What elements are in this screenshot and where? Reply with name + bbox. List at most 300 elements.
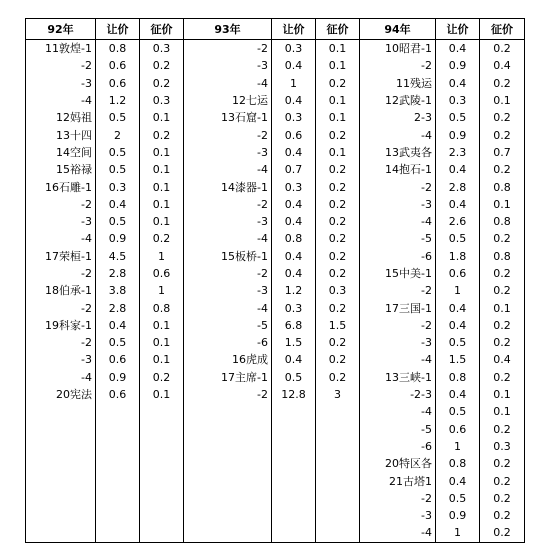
cell-zheng-price: 0.2 xyxy=(480,265,525,282)
cell-stamp-92: -3 xyxy=(26,213,96,230)
table-row xyxy=(26,75,525,92)
header-rang-price: 让价 xyxy=(436,19,480,40)
cell-zheng-price: 0.1 xyxy=(316,40,360,58)
cell-zheng-price: 0.1 xyxy=(140,144,184,161)
cell-stamp-92: -3 xyxy=(26,75,96,92)
cell-rang-price xyxy=(96,421,140,438)
cell-stamp-93: -2 xyxy=(184,196,272,213)
cell-zheng-price: 0.2 xyxy=(480,421,525,438)
cell-stamp-94: -3 xyxy=(360,334,436,351)
cell-rang-price xyxy=(96,524,140,542)
cell-zheng-price: 0.1 xyxy=(140,213,184,230)
cell-stamp-93 xyxy=(184,524,272,542)
cell-zheng-price: 0.2 xyxy=(316,248,360,265)
cell-stamp-94: 20特区各 xyxy=(360,455,436,472)
table-row xyxy=(26,438,525,455)
cell-rang-price: 0.4 xyxy=(272,351,316,368)
cell-stamp-93: 14漆器-1 xyxy=(184,178,272,195)
cell-stamp-93: -4 xyxy=(184,161,272,178)
cell-zheng-price: 0.1 xyxy=(316,92,360,109)
cell-stamp-93: -3 xyxy=(184,144,272,161)
cell-stamp-93 xyxy=(184,421,272,438)
cell-rang-price: 0.6 xyxy=(96,57,140,74)
table-row xyxy=(26,421,525,438)
cell-stamp-94: -2 xyxy=(360,317,436,334)
cell-zheng-price xyxy=(140,507,184,524)
cell-rang-price: 0.5 xyxy=(96,109,140,126)
cell-stamp-93: -3 xyxy=(184,57,272,74)
table-row xyxy=(26,282,525,299)
cell-rang-price: 0.5 xyxy=(96,161,140,178)
table-row xyxy=(26,230,525,247)
header-rang-price: 让价 xyxy=(272,19,316,40)
cell-rang-price xyxy=(96,472,140,489)
cell-stamp-92: 14空间 xyxy=(26,144,96,161)
cell-zheng-price: 0.2 xyxy=(480,472,525,489)
cell-rang-price xyxy=(96,490,140,507)
cell-rang-price: 0.8 xyxy=(436,455,480,472)
cell-zheng-price: 0.6 xyxy=(140,265,184,282)
cell-rang-price: 0.4 xyxy=(436,161,480,178)
cell-stamp-93: -2 xyxy=(184,386,272,403)
cell-stamp-93: 16虎成 xyxy=(184,351,272,368)
cell-rang-price: 1 xyxy=(436,524,480,542)
cell-zheng-price: 0.1 xyxy=(140,109,184,126)
cell-zheng-price: 0.1 xyxy=(316,144,360,161)
cell-rang-price: 0.9 xyxy=(436,507,480,524)
cell-rang-price: 0.4 xyxy=(436,75,480,92)
cell-zheng-price: 0.3 xyxy=(140,92,184,109)
cell-rang-price: 0.3 xyxy=(272,40,316,58)
cell-zheng-price xyxy=(316,421,360,438)
cell-rang-price: 2 xyxy=(96,126,140,143)
cell-rang-price xyxy=(272,455,316,472)
cell-stamp-94: 17三国-1 xyxy=(360,299,436,316)
cell-rang-price: 0.4 xyxy=(436,196,480,213)
cell-zheng-price: 0.1 xyxy=(480,386,525,403)
cell-rang-price: 0.4 xyxy=(96,317,140,334)
cell-rang-price xyxy=(272,421,316,438)
cell-stamp-92: -3 xyxy=(26,351,96,368)
cell-stamp-94: -3 xyxy=(360,507,436,524)
cell-rang-price xyxy=(96,438,140,455)
table-row xyxy=(26,524,525,542)
cell-zheng-price: 0.2 xyxy=(480,369,525,386)
cell-stamp-94: -4 xyxy=(360,351,436,368)
cell-rang-price: 0.6 xyxy=(272,126,316,143)
cell-rang-price: 0.9 xyxy=(96,230,140,247)
cell-zheng-price xyxy=(316,524,360,542)
cell-rang-price: 0.6 xyxy=(436,265,480,282)
cell-stamp-93: -2 xyxy=(184,40,272,58)
cell-zheng-price: 0.2 xyxy=(316,75,360,92)
cell-stamp-93: -4 xyxy=(184,230,272,247)
cell-rang-price: 0.4 xyxy=(272,248,316,265)
cell-stamp-94: 13武夷各 xyxy=(360,144,436,161)
cell-zheng-price: 0.2 xyxy=(480,455,525,472)
cell-zheng-price: 1.5 xyxy=(316,317,360,334)
cell-zheng-price: 3 xyxy=(316,386,360,403)
cell-rang-price: 1.8 xyxy=(436,248,480,265)
cell-rang-price: 6.8 xyxy=(272,317,316,334)
cell-rang-price: 0.8 xyxy=(436,369,480,386)
cell-rang-price xyxy=(272,438,316,455)
cell-stamp-92: 15裕禄 xyxy=(26,161,96,178)
cell-stamp-93: -2 xyxy=(184,126,272,143)
cell-zheng-price: 0.2 xyxy=(480,126,525,143)
cell-stamp-94: -2 xyxy=(360,282,436,299)
header-zheng-price: 征价 xyxy=(480,19,525,40)
cell-rang-price: 0.4 xyxy=(96,196,140,213)
cell-rang-price: 0.6 xyxy=(436,421,480,438)
cell-rang-price: 0.5 xyxy=(272,369,316,386)
cell-zheng-price: 0.2 xyxy=(480,282,525,299)
cell-zheng-price: 0.2 xyxy=(316,178,360,195)
cell-rang-price: 0.5 xyxy=(436,490,480,507)
cell-rang-price: 0.5 xyxy=(436,230,480,247)
cell-rang-price: 1.5 xyxy=(436,351,480,368)
cell-zheng-price xyxy=(316,403,360,420)
table-row xyxy=(26,317,525,334)
cell-zheng-price: 0.8 xyxy=(140,299,184,316)
cell-rang-price xyxy=(272,403,316,420)
cell-rang-price: 0.4 xyxy=(436,40,480,58)
cell-stamp-94: -5 xyxy=(360,230,436,247)
cell-stamp-94: 21古塔1 xyxy=(360,472,436,489)
table-row xyxy=(26,265,525,282)
cell-stamp-93 xyxy=(184,455,272,472)
cell-stamp-92: 17荣桓-1 xyxy=(26,248,96,265)
cell-rang-price xyxy=(96,455,140,472)
cell-stamp-94: -2 xyxy=(360,57,436,74)
cell-rang-price: 0.6 xyxy=(96,75,140,92)
cell-rang-price: 1.5 xyxy=(272,334,316,351)
cell-rang-price: 3.8 xyxy=(96,282,140,299)
cell-zheng-price: 0.2 xyxy=(140,57,184,74)
cell-stamp-93 xyxy=(184,403,272,420)
cell-zheng-price: 0.3 xyxy=(316,282,360,299)
cell-rang-price: 2.6 xyxy=(436,213,480,230)
cell-zheng-price: 0.1 xyxy=(140,161,184,178)
table-row xyxy=(26,161,525,178)
table-row xyxy=(26,403,525,420)
table-row xyxy=(26,386,525,403)
cell-zheng-price: 0.2 xyxy=(480,317,525,334)
cell-rang-price: 0.5 xyxy=(436,334,480,351)
cell-zheng-price: 0.1 xyxy=(140,178,184,195)
cell-zheng-price: 0.2 xyxy=(480,230,525,247)
cell-zheng-price: 0.4 xyxy=(480,57,525,74)
cell-stamp-94: 10昭君-1 xyxy=(360,40,436,58)
cell-zheng-price: 0.1 xyxy=(316,109,360,126)
cell-rang-price xyxy=(272,472,316,489)
cell-zheng-price: 0.2 xyxy=(480,507,525,524)
cell-zheng-price: 0.1 xyxy=(480,403,525,420)
table-row xyxy=(26,472,525,489)
cell-stamp-94: -2 xyxy=(360,490,436,507)
cell-stamp-92: -2 xyxy=(26,265,96,282)
table-row xyxy=(26,126,525,143)
cell-rang-price: 2.8 xyxy=(96,299,140,316)
cell-rang-price: 0.9 xyxy=(436,57,480,74)
cell-zheng-price: 0.3 xyxy=(140,40,184,58)
table-row xyxy=(26,490,525,507)
cell-rang-price: 2.3 xyxy=(436,144,480,161)
cell-zheng-price: 0.4 xyxy=(480,351,525,368)
cell-stamp-94: -6 xyxy=(360,438,436,455)
cell-rang-price: 0.8 xyxy=(96,40,140,58)
cell-zheng-price: 0.2 xyxy=(316,351,360,368)
header-year-93: 93年 xyxy=(184,19,272,40)
header-row xyxy=(26,19,525,40)
cell-stamp-92 xyxy=(26,438,96,455)
cell-rang-price xyxy=(272,490,316,507)
cell-zheng-price: 1 xyxy=(140,282,184,299)
cell-zheng-price: 0.1 xyxy=(140,334,184,351)
cell-stamp-92 xyxy=(26,507,96,524)
cell-rang-price xyxy=(96,507,140,524)
cell-stamp-92: -2 xyxy=(26,299,96,316)
table-row xyxy=(26,196,525,213)
cell-stamp-92 xyxy=(26,490,96,507)
cell-stamp-92 xyxy=(26,472,96,489)
cell-zheng-price xyxy=(140,438,184,455)
table-row xyxy=(26,351,525,368)
cell-rang-price: 0.3 xyxy=(272,178,316,195)
cell-zheng-price: 0.2 xyxy=(480,490,525,507)
cell-rang-price: 0.9 xyxy=(96,369,140,386)
cell-zheng-price: 0.2 xyxy=(480,109,525,126)
cell-stamp-93: -4 xyxy=(184,299,272,316)
cell-stamp-93: 13石窟-1 xyxy=(184,109,272,126)
cell-zheng-price: 0.2 xyxy=(480,40,525,58)
cell-stamp-94: -4 xyxy=(360,213,436,230)
cell-stamp-92: -4 xyxy=(26,369,96,386)
cell-rang-price: 0.5 xyxy=(436,403,480,420)
cell-stamp-94: -4 xyxy=(360,403,436,420)
cell-stamp-92 xyxy=(26,403,96,420)
cell-zheng-price: 0.1 xyxy=(480,299,525,316)
cell-zheng-price: 0.1 xyxy=(316,57,360,74)
cell-stamp-92 xyxy=(26,455,96,472)
cell-stamp-92: -2 xyxy=(26,196,96,213)
cell-zheng-price: 0.2 xyxy=(140,369,184,386)
cell-zheng-price xyxy=(140,472,184,489)
cell-rang-price: 0.3 xyxy=(272,109,316,126)
cell-stamp-92: -2 xyxy=(26,57,96,74)
cell-stamp-94: -2 xyxy=(360,178,436,195)
cell-rang-price: 0.4 xyxy=(436,386,480,403)
cell-stamp-92: 20宪法 xyxy=(26,386,96,403)
table-row xyxy=(26,40,525,58)
cell-zheng-price: 0.2 xyxy=(316,334,360,351)
table-row xyxy=(26,92,525,109)
cell-zheng-price: 0.3 xyxy=(480,438,525,455)
cell-zheng-price: 0.2 xyxy=(316,230,360,247)
cell-rang-price: 0.4 xyxy=(272,92,316,109)
cell-stamp-93: 15板桥-1 xyxy=(184,248,272,265)
cell-stamp-94: -5 xyxy=(360,421,436,438)
cell-stamp-94: -3 xyxy=(360,196,436,213)
cell-zheng-price xyxy=(140,524,184,542)
cell-zheng-price: 0.1 xyxy=(140,196,184,213)
table-row xyxy=(26,109,525,126)
table-row xyxy=(26,57,525,74)
stamp-price-table xyxy=(25,18,525,543)
cell-rang-price: 0.5 xyxy=(96,213,140,230)
cell-zheng-price xyxy=(140,421,184,438)
cell-rang-price: 1 xyxy=(436,438,480,455)
cell-stamp-92 xyxy=(26,524,96,542)
cell-zheng-price xyxy=(140,490,184,507)
cell-rang-price: 0.4 xyxy=(436,472,480,489)
header-zheng-price: 征价 xyxy=(140,19,184,40)
cell-stamp-94: 2-3 xyxy=(360,109,436,126)
cell-zheng-price: 0.2 xyxy=(316,299,360,316)
cell-zheng-price: 0.8 xyxy=(480,213,525,230)
cell-zheng-price: 0.8 xyxy=(480,178,525,195)
cell-rang-price: 0.8 xyxy=(272,230,316,247)
cell-stamp-92: 12妈祖 xyxy=(26,109,96,126)
cell-stamp-93 xyxy=(184,438,272,455)
cell-zheng-price: 0.2 xyxy=(316,369,360,386)
cell-stamp-94: -2-3 xyxy=(360,386,436,403)
cell-stamp-93 xyxy=(184,507,272,524)
table-row xyxy=(26,507,525,524)
cell-rang-price: 12.8 xyxy=(272,386,316,403)
cell-rang-price: 1.2 xyxy=(96,92,140,109)
cell-stamp-94: 11残运 xyxy=(360,75,436,92)
cell-zheng-price: 0.2 xyxy=(140,75,184,92)
cell-rang-price: 0.3 xyxy=(96,178,140,195)
cell-stamp-94: 12武陵-1 xyxy=(360,92,436,109)
cell-zheng-price: 0.1 xyxy=(480,92,525,109)
cell-rang-price: 0.5 xyxy=(96,144,140,161)
cell-stamp-92: -4 xyxy=(26,92,96,109)
cell-zheng-price xyxy=(140,403,184,420)
cell-stamp-93: 12七运 xyxy=(184,92,272,109)
cell-rang-price: 0.4 xyxy=(272,196,316,213)
cell-zheng-price: 0.2 xyxy=(316,213,360,230)
cell-rang-price: 0.6 xyxy=(96,351,140,368)
cell-stamp-92: 16石雕-1 xyxy=(26,178,96,195)
table-row xyxy=(26,213,525,230)
cell-rang-price: 0.4 xyxy=(272,144,316,161)
cell-zheng-price: 0.1 xyxy=(140,351,184,368)
cell-rang-price xyxy=(272,507,316,524)
cell-rang-price: 1 xyxy=(436,282,480,299)
cell-zheng-price: 0.2 xyxy=(140,126,184,143)
cell-stamp-94: 15中美-1 xyxy=(360,265,436,282)
header-rang-price: 让价 xyxy=(96,19,140,40)
cell-rang-price: 0.5 xyxy=(436,109,480,126)
table-row xyxy=(26,178,525,195)
table-row xyxy=(26,144,525,161)
cell-zheng-price: 0.2 xyxy=(316,126,360,143)
table-row xyxy=(26,455,525,472)
cell-stamp-93: -3 xyxy=(184,282,272,299)
cell-stamp-93: -3 xyxy=(184,213,272,230)
cell-zheng-price xyxy=(316,490,360,507)
cell-zheng-price: 0.2 xyxy=(316,265,360,282)
cell-stamp-93: -4 xyxy=(184,75,272,92)
cell-rang-price: 0.3 xyxy=(436,92,480,109)
header-year-92: 92年 xyxy=(26,19,96,40)
table-row xyxy=(26,369,525,386)
cell-rang-price: 2.8 xyxy=(96,265,140,282)
cell-rang-price xyxy=(96,403,140,420)
cell-rang-price: 0.3 xyxy=(272,299,316,316)
cell-zheng-price: 0.2 xyxy=(316,196,360,213)
cell-zheng-price xyxy=(316,507,360,524)
cell-zheng-price: 0.2 xyxy=(316,161,360,178)
cell-zheng-price: 0.2 xyxy=(480,161,525,178)
cell-rang-price xyxy=(272,524,316,542)
table-row xyxy=(26,248,525,265)
cell-zheng-price: 0.1 xyxy=(140,317,184,334)
cell-zheng-price: 0.2 xyxy=(140,230,184,247)
cell-rang-price: 0.4 xyxy=(272,213,316,230)
cell-zheng-price: 0.8 xyxy=(480,248,525,265)
cell-rang-price: 0.4 xyxy=(272,265,316,282)
cell-rang-price: 1 xyxy=(272,75,316,92)
table-row xyxy=(26,334,525,351)
cell-stamp-92: 11敦煌-1 xyxy=(26,40,96,58)
cell-stamp-94: 14抱石-1 xyxy=(360,161,436,178)
cell-stamp-92: 13十四 xyxy=(26,126,96,143)
cell-stamp-93 xyxy=(184,490,272,507)
cell-zheng-price: 0.2 xyxy=(480,524,525,542)
cell-rang-price: 4.5 xyxy=(96,248,140,265)
cell-zheng-price: 0.2 xyxy=(480,334,525,351)
cell-rang-price: 1.2 xyxy=(272,282,316,299)
cell-stamp-92: 18伯承-1 xyxy=(26,282,96,299)
cell-zheng-price: 1 xyxy=(140,248,184,265)
table-row xyxy=(26,299,525,316)
cell-stamp-94: -4 xyxy=(360,524,436,542)
cell-stamp-92: -2 xyxy=(26,334,96,351)
header-zheng-price: 征价 xyxy=(316,19,360,40)
cell-stamp-94: -4 xyxy=(360,126,436,143)
cell-zheng-price xyxy=(316,455,360,472)
cell-stamp-93: 17主席-1 xyxy=(184,369,272,386)
cell-stamp-93: -5 xyxy=(184,317,272,334)
cell-stamp-94: 13三峡-1 xyxy=(360,369,436,386)
cell-rang-price: 0.9 xyxy=(436,126,480,143)
cell-stamp-92: 19科家-1 xyxy=(26,317,96,334)
cell-zheng-price: 0.7 xyxy=(480,144,525,161)
cell-stamp-94: -6 xyxy=(360,248,436,265)
cell-zheng-price: 0.2 xyxy=(480,75,525,92)
cell-stamp-93: -2 xyxy=(184,265,272,282)
cell-zheng-price xyxy=(140,455,184,472)
cell-stamp-93: -6 xyxy=(184,334,272,351)
cell-rang-price: 0.6 xyxy=(96,386,140,403)
cell-stamp-92 xyxy=(26,421,96,438)
cell-zheng-price xyxy=(316,438,360,455)
cell-rang-price: 2.8 xyxy=(436,178,480,195)
cell-rang-price: 0.5 xyxy=(96,334,140,351)
cell-zheng-price: 0.1 xyxy=(140,386,184,403)
cell-stamp-93 xyxy=(184,472,272,489)
header-year-94: 94年 xyxy=(360,19,436,40)
cell-stamp-92: -4 xyxy=(26,230,96,247)
cell-rang-price: 0.7 xyxy=(272,161,316,178)
cell-zheng-price xyxy=(316,472,360,489)
cell-zheng-price: 0.1 xyxy=(480,196,525,213)
cell-rang-price: 0.4 xyxy=(272,57,316,74)
cell-rang-price: 0.4 xyxy=(436,299,480,316)
